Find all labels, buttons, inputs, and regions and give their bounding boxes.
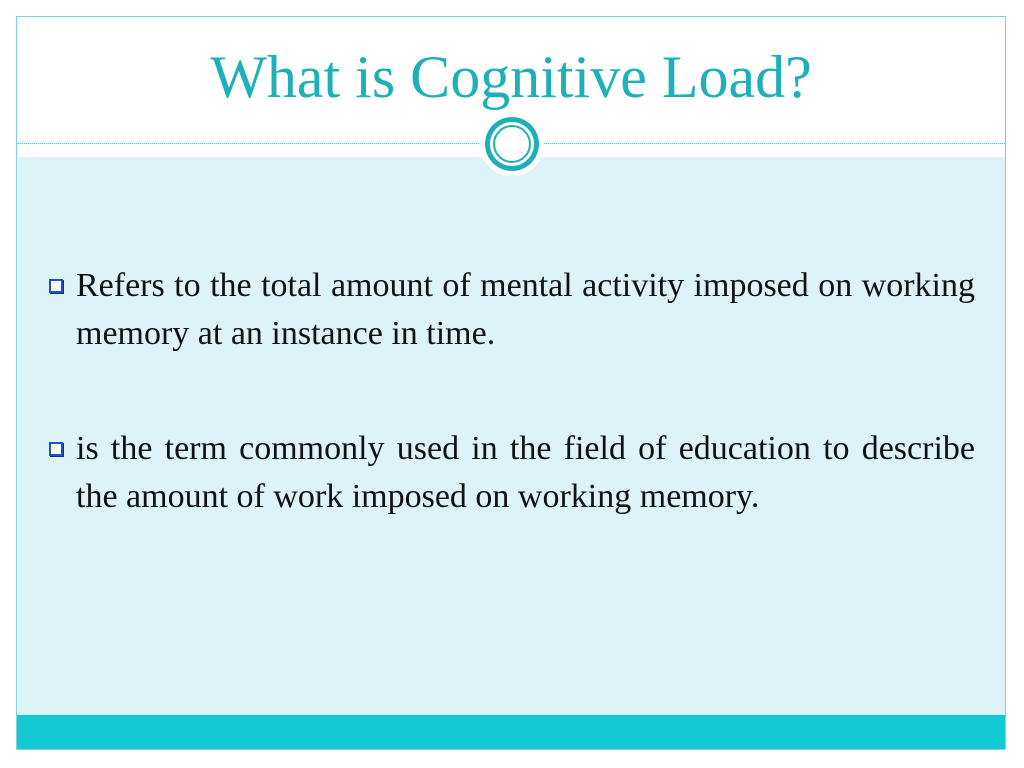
bullet-item: [45, 425, 975, 521]
slide-title: What is Cognitive Load?: [210, 44, 812, 110]
circle-ornament-core: [493, 125, 531, 163]
square-bullet-icon: [49, 279, 63, 293]
footer-bar: [17, 715, 1005, 749]
bullet-text: Refers to the total amount of mental activity imposed on working memory at an instance in time.: [76, 267, 975, 352]
bullet-item: [45, 262, 975, 358]
bullet-list: [45, 262, 975, 521]
slide: [16, 16, 1006, 750]
square-bullet-icon: [49, 442, 63, 456]
bullet-text: is the term commonly used in the field of education to describe the amount of work imposed on working memory.: [76, 430, 975, 515]
